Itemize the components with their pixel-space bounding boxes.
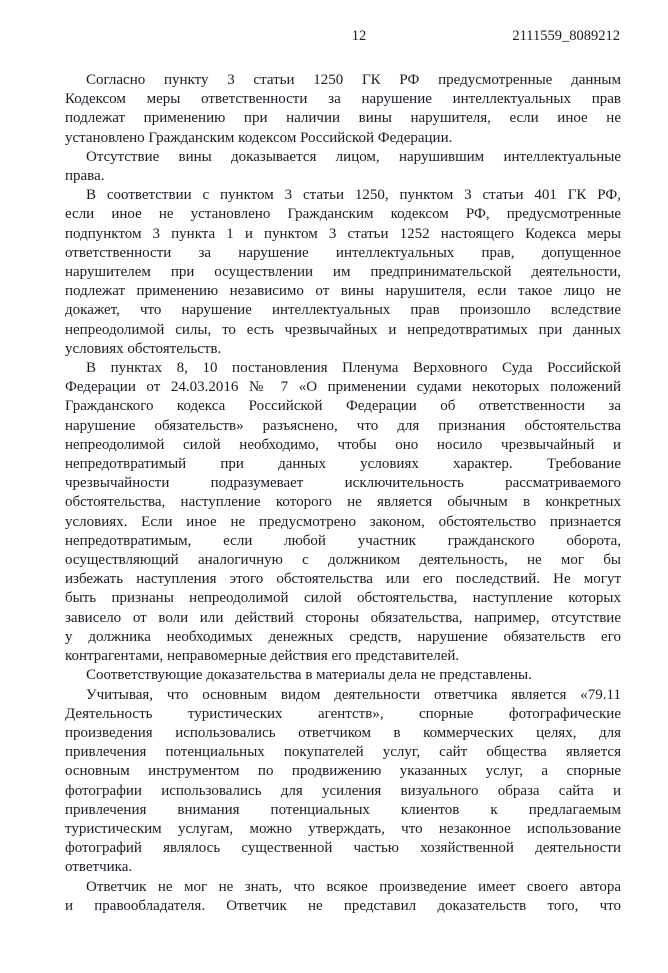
text-line: Кодексом меры ответственности за нарушение интеллектуальных прав [65, 91, 621, 108]
text-line: привлечения внимания потенциальных клиентов к предлагаемым [65, 801, 621, 818]
text-line: произведения использовались ответчиком в коммерческих целях, для [65, 724, 621, 741]
text-line: непреодолимой силой необходимо, чтобы оно носило чрезвычайный и [65, 436, 621, 453]
text-line: основным инструментом по продвижению указанных услуг, а спорные [65, 763, 621, 780]
text-line: Федерации от 24.03.2016 № 7 «О применении судами некоторых положений [65, 379, 621, 396]
paragraph [65, 186, 621, 359]
document-page [0, 27, 668, 973]
page-number: 12 [351, 28, 367, 44]
text-line: права. [65, 168, 105, 185]
text-line: подлежат применению при наличии вины нарушителя, если иное не [65, 110, 621, 127]
text-line: Гражданского кодекса Российской Федерации об ответственности за [65, 398, 621, 415]
paragraph [65, 666, 621, 685]
paragraph [65, 148, 621, 186]
text-line: чрезвычайности подразумевает исключительность рассматриваемого [65, 475, 621, 492]
text-line: нарушителем при осуществлении им предпринимательской деятельности, [65, 264, 621, 281]
text-line: осуществляющий аналогичную с должником деятельность, не мог бы [65, 552, 621, 569]
text-line: установлено Гражданским кодексом Российской Федерации. [65, 129, 453, 146]
text-line: непреодолимой силы, то есть чрезвычайных и непредотвратимых при данных [65, 321, 621, 338]
text-line: Деятельность туристических агентств», спорные фотографические [65, 705, 621, 722]
paragraph [65, 71, 621, 148]
text-line: непредотвратимым, если любой участник гражданского оборота, [65, 532, 621, 549]
paragraph [65, 686, 621, 878]
text-line: В соответствии с пунктом 3 статьи 1250, пунктом 3 статьи 401 ГК РФ, [86, 187, 621, 204]
text-line: у должника необходимых денежных средств, нарушение обязательств его [65, 628, 621, 645]
document-id: 2111559_8089212 [512, 28, 620, 44]
text-line: фотографии использовались для усиления визуального образа сайта и [65, 782, 621, 799]
text-line: Соответствующие доказательства в материалы дела не представлены. [86, 667, 532, 684]
text-line: подлежат применению независимо от вины нарушителя, если такое лицо не [65, 283, 621, 300]
page-header [66, 27, 620, 46]
text-line: Учитывая, что основным видом деятельности ответчика является «79.11 [86, 686, 621, 703]
text-line: непредотвратимый при данных условиях характер. Требование [65, 456, 621, 473]
paragraph [65, 878, 621, 916]
text-line: Отсутствие вины доказывается лицом, нарушившим интеллектуальные [86, 148, 621, 165]
text-line: условиях. Если иное не предусмотрено законом, обстоятельство признается [65, 513, 621, 530]
paragraph [65, 359, 621, 666]
text-line: если иное не установлено Гражданским кодексом РФ, предусмотренные [65, 206, 621, 223]
text-line: туристическим услугам, можно утверждать, что незаконное использование [65, 820, 621, 837]
text-line: Ответчик не мог не знать, что всякое произведение имеет своего автора [86, 878, 621, 895]
text-line: обстоятельства, наступление которого не является обычным в конкретных [65, 494, 621, 511]
text-line: условиях обстоятельств. [65, 340, 222, 357]
text-line: докажет, что нарушение интеллектуальных прав произошло вследствие [65, 302, 621, 319]
text-line: В пунктах 8, 10 постановления Пленума Верховного Суда Российской [86, 360, 621, 377]
text-line: Согласно пункту 3 статьи 1250 ГК РФ предусмотренные данным [86, 72, 621, 88]
text-line: контрагентами, неправомерные действия его представителей. [65, 648, 460, 665]
text-line: зависело от воли или действий стороны обязательства, например, отсутствие [65, 609, 621, 626]
text-line: ответственности за нарушение интеллектуальных прав, допущенное [65, 244, 621, 261]
text-line: нарушение обязательств» разъяснено, что для признания обстоятельства [65, 417, 621, 434]
text-line: избежать наступления этого обстоятельства или его последствий. Не могут [65, 571, 621, 588]
text-line: фотографий являлось существенной частью хозяйственной деятельности [65, 840, 621, 857]
text-line: подпунктом 3 пункта 1 и пунктом 3 статьи 1252 настоящего Кодекса меры [65, 225, 621, 242]
text-line: и правообладателя. Ответчик не представил доказательств того, что [65, 897, 621, 914]
text-line: быть признаны непреодолимой силой обстоятельства, наступление которых [65, 590, 621, 607]
document-body [65, 71, 621, 916]
text-line: привлечения потенциальных покупателей услуг, сайт общества является [65, 744, 621, 761]
text-line: ответчика. [65, 859, 133, 876]
